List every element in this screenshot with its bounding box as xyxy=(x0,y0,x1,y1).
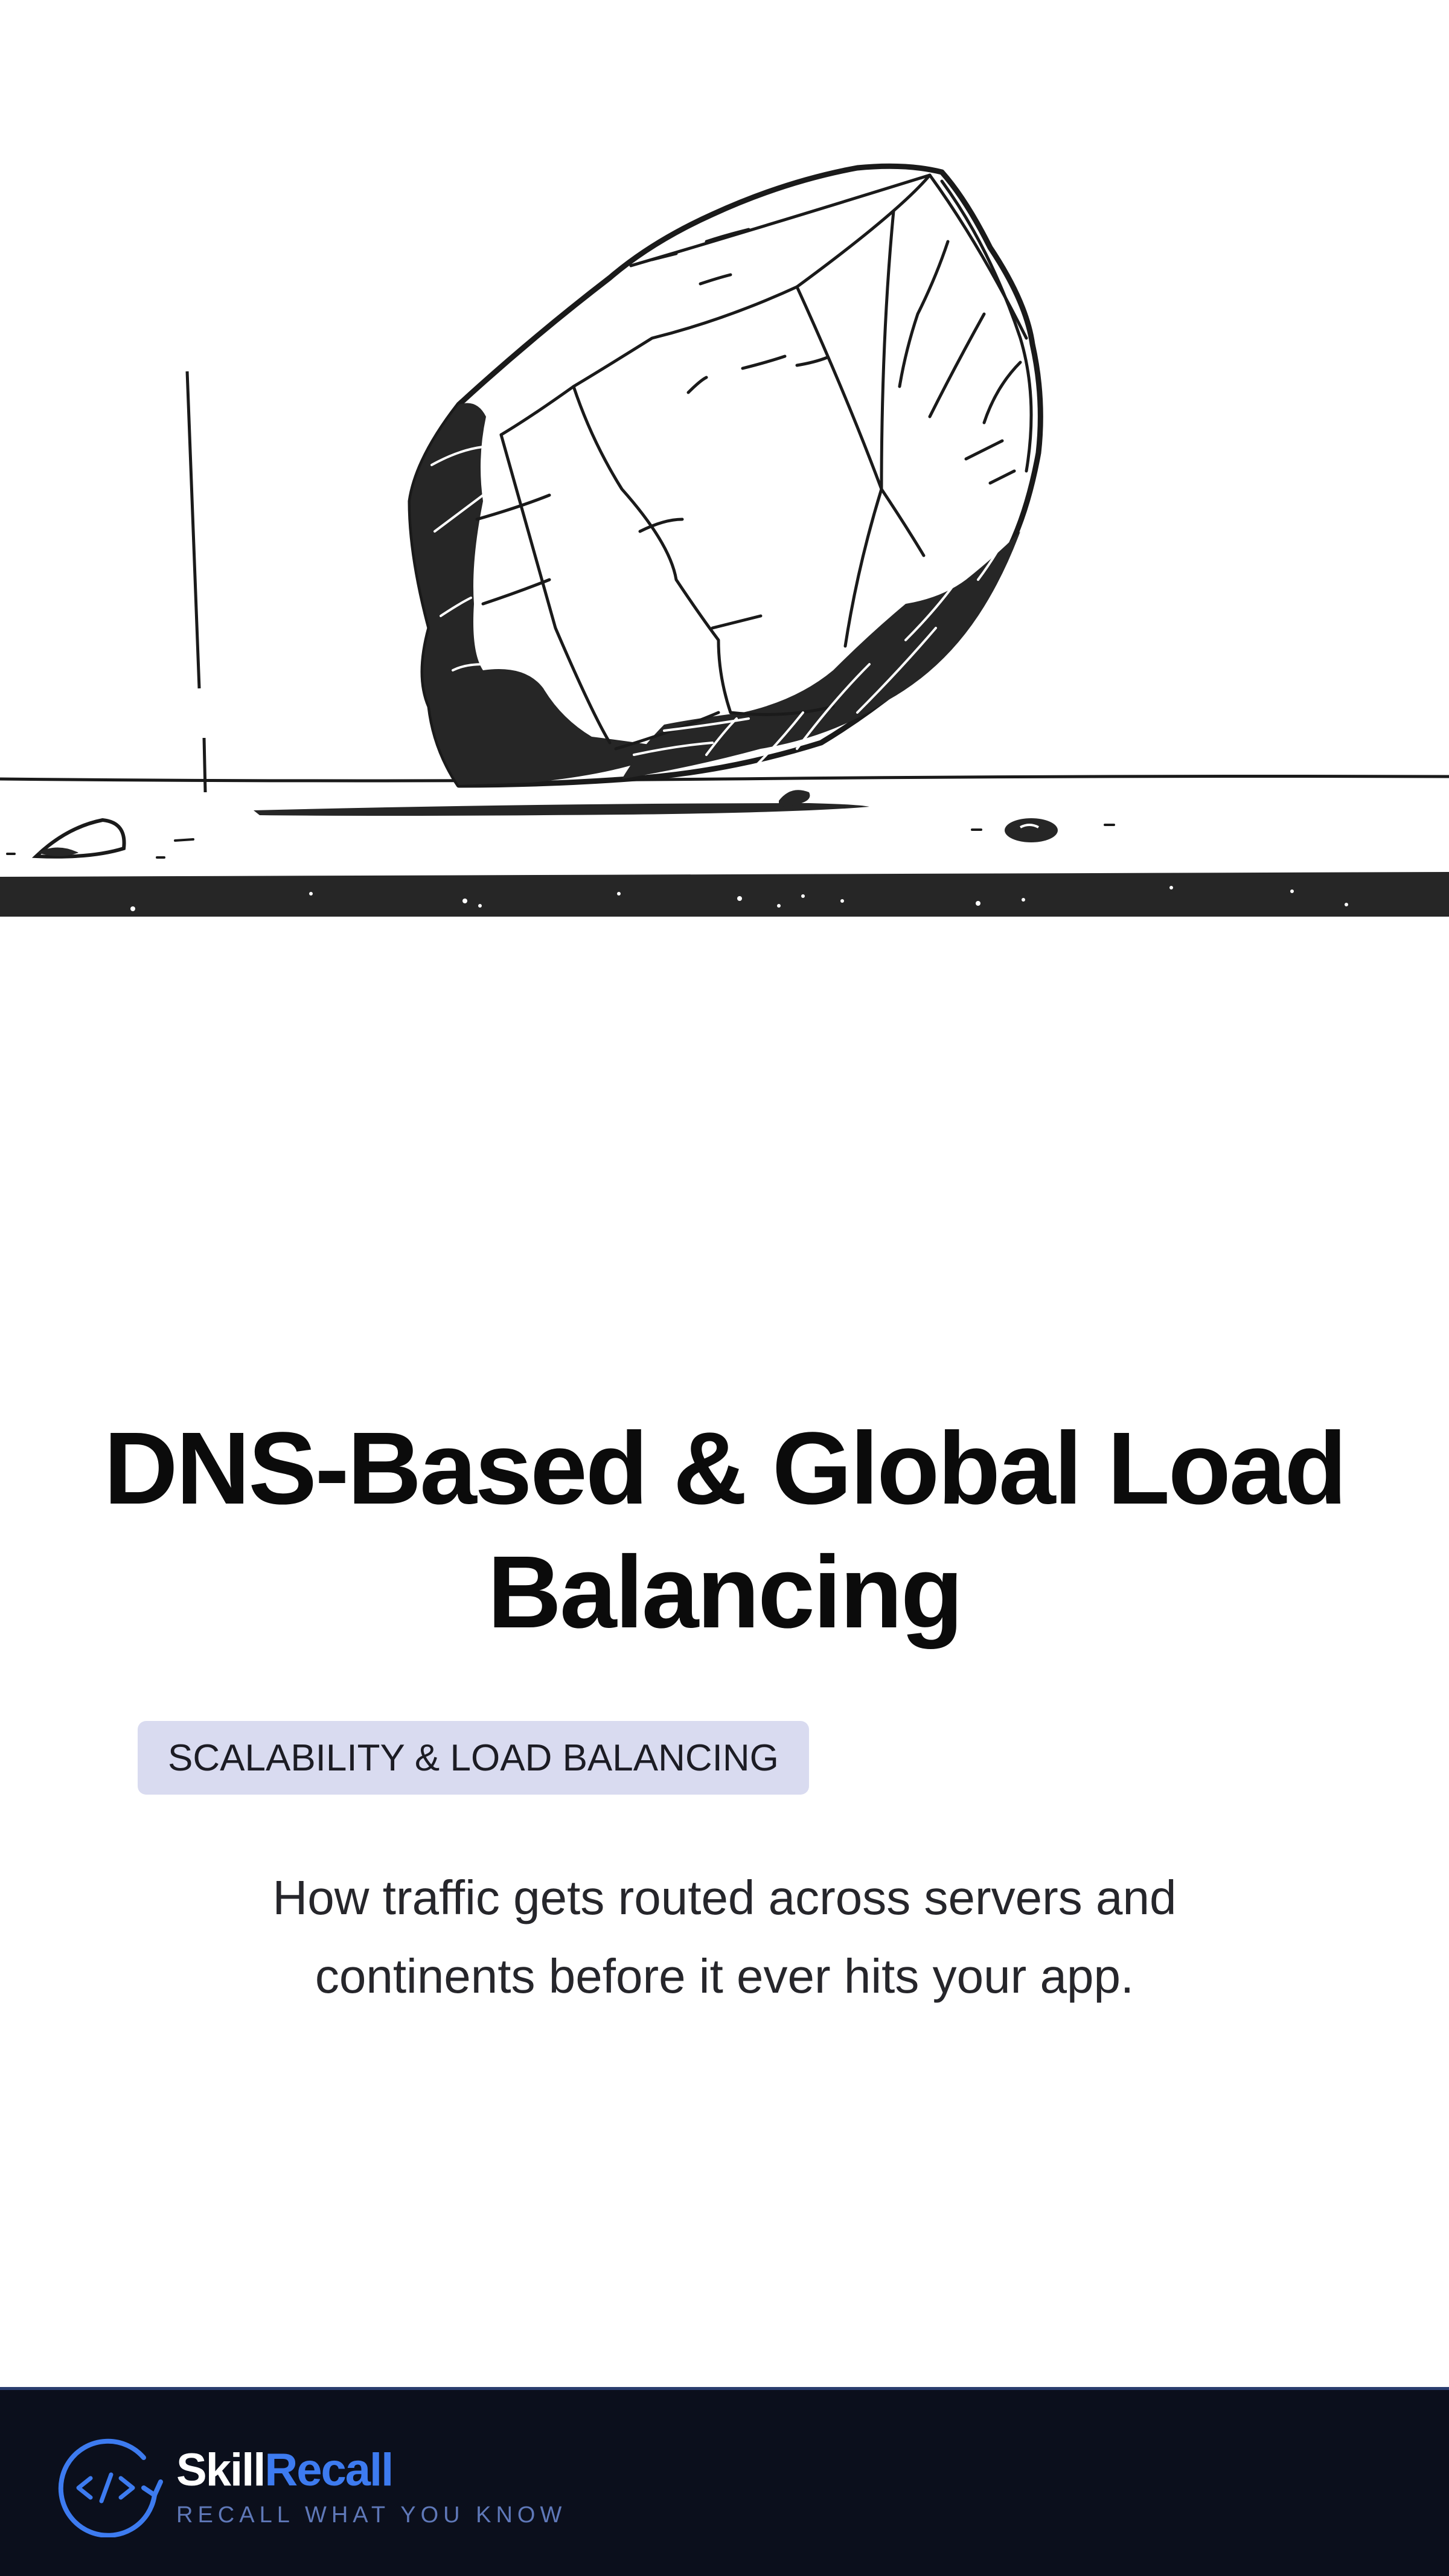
brand-name[interactable] xyxy=(176,2443,392,2498)
tag-row xyxy=(0,1721,1449,1795)
code-brackets-icon xyxy=(53,2435,174,2537)
brand-name-part2: Recall xyxy=(264,2444,393,2496)
hero-illustration xyxy=(0,0,1449,924)
page-subtitle: How traffic gets routed across servers and continents before it ever hits your app. xyxy=(272,1871,1177,2003)
rock-illustration-icon xyxy=(0,0,1449,924)
page-title: DNS-Based & Global Load Balancing xyxy=(103,1411,1346,1650)
category-tag[interactable]: SCALABILITY & LOAD BALANCING xyxy=(138,1721,809,1795)
brand-name-part1: Skill xyxy=(176,2444,265,2496)
main-content xyxy=(0,1407,1449,2016)
footer xyxy=(0,2387,1449,2576)
brand-tagline: RECALL WHAT YOU KNOW xyxy=(176,2502,567,2528)
